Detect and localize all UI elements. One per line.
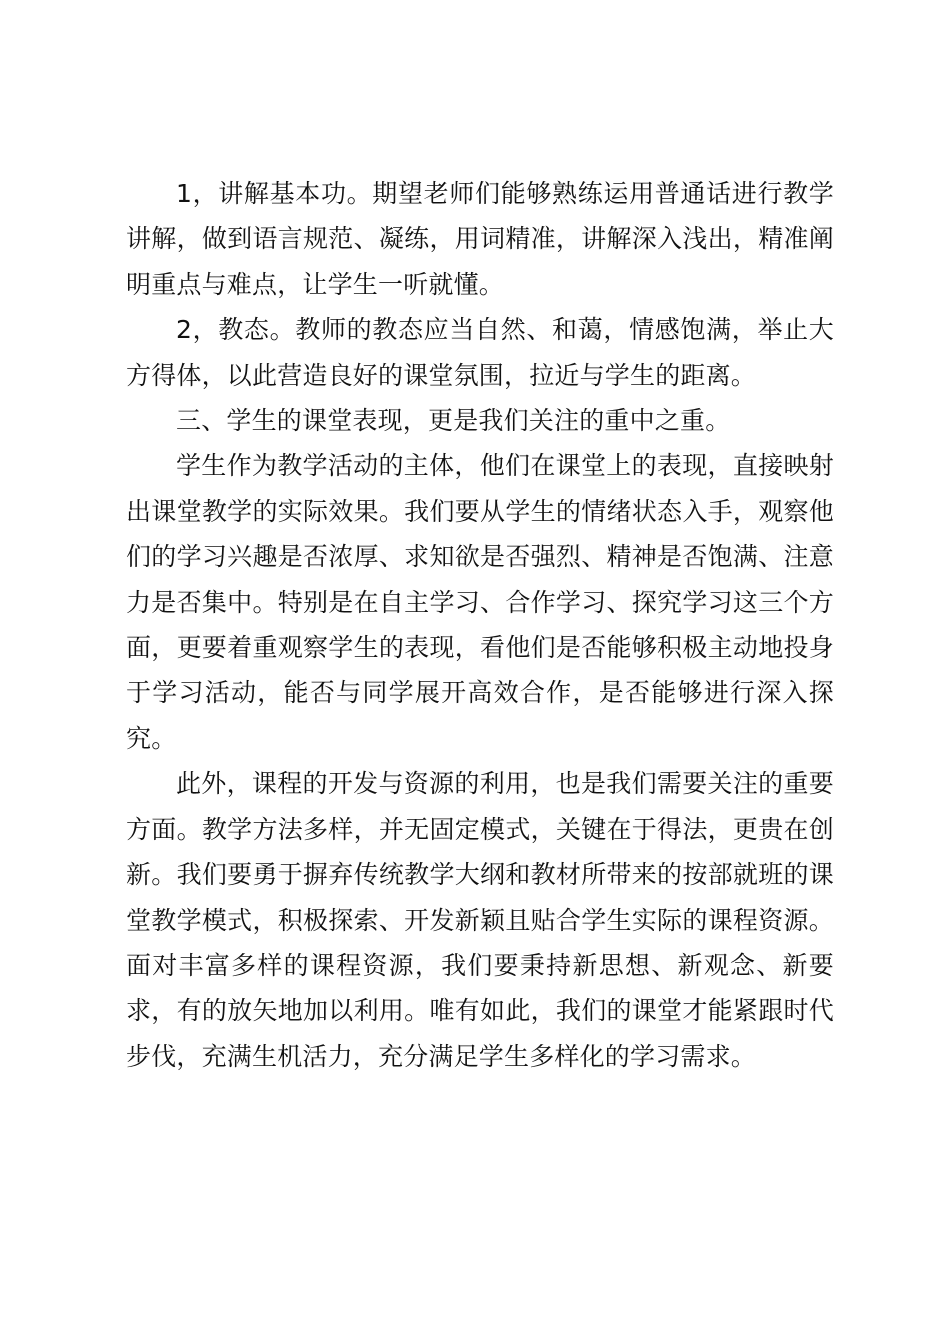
section-heading-student-performance: 三、学生的课堂表现，更是我们关注的重中之重。 bbox=[176, 406, 731, 436]
document-body bbox=[126, 171, 834, 1079]
paragraph-curriculum-resources: 此外，课程的开发与资源的利用，也是我们需要关注的重要方面。教学方法多样，并无固定模式，关键在于得法，更贵在创新。我们要勇于摒弃传统教学大纲和教材所带来的按部就班的课堂教学模式，积极探索、开发新颖且贴合学生实际的课程资源。面对丰富多样的课程资源，我们要秉持新思想、新观念、新要求，有的放矢地加以利用。唯有如此，我们的课堂才能紧跟时代步伐，充满生机活力，充分满足学生多样化的学习需求。 bbox=[126, 769, 834, 1071]
paragraph-student-performance: 学生作为教学活动的主体，他们在课堂上的表现，直接映射出课堂教学的实际效果。我们要从学生的情绪状态入手，观察他们的学习兴趣是否浓厚、求知欲是否强烈、精神是否饱满、注意力是否集中。特别是在自主学习、合作学习、探究学习这三个方面，更要着重观察学生的表现，看他们是否能够积极主动地投身于学习活动，能否与同学展开高效合作，是否能够进行深入探究。 bbox=[126, 451, 834, 753]
paragraph-basic-skills: 1，讲解基本功。期望老师们能够熟练运用普通话进行教学讲解，做到语言规范、凝练，用词精准，讲解深入浅出，精准阐明重点与难点，让学生一听就懂。 bbox=[126, 179, 834, 299]
paragraph-teaching-demeanor: 2，教态。教师的教态应当自然、和蔼，情感饱满，举止大方得体，以此营造良好的课堂氛围，拉近与学生的距离。 bbox=[126, 315, 834, 390]
